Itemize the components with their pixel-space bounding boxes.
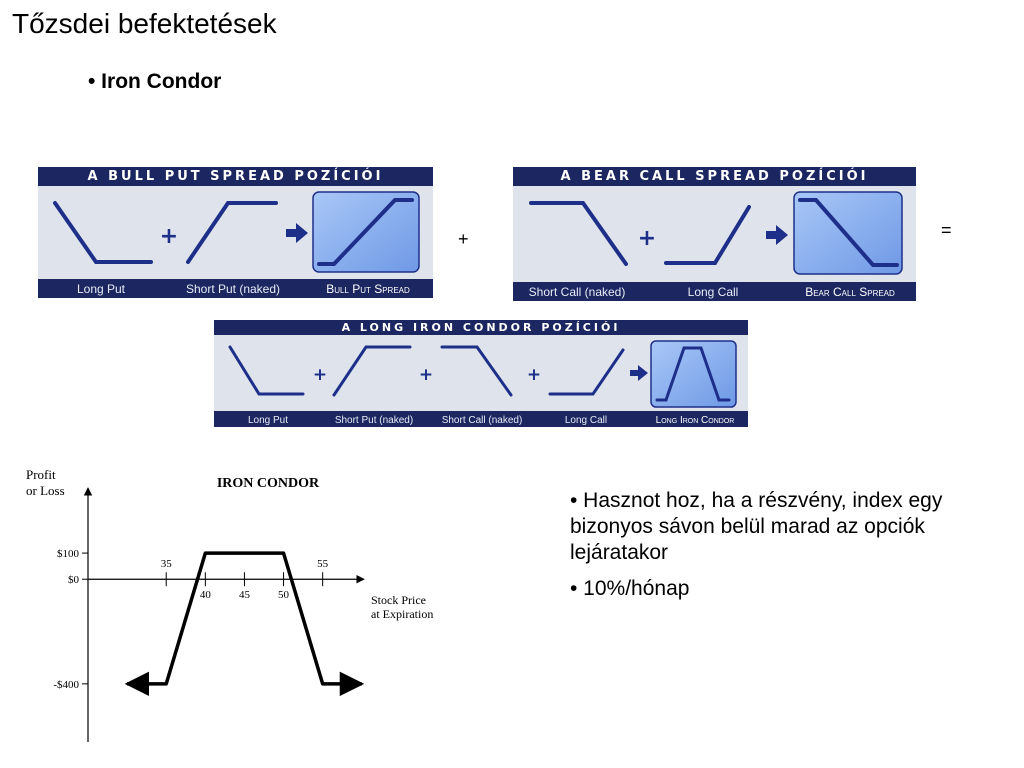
label-short-call-naked: Short Call (naked): [441, 415, 523, 426]
panel-header: A BEAR CALL SPREAD POZÍCIÓI: [513, 167, 916, 186]
arrow-right-icon: [286, 223, 308, 243]
slide-title: Tőzsdei befektetések: [12, 8, 277, 39]
bullet-item: • 10%/hónap: [570, 577, 690, 600]
svg-text:+: +: [637, 226, 657, 251]
bullet-item: • Hasznot hoz, ha a részvény, index egy bizonyos sávon belül marad az opciók lejáratakor: [570, 489, 943, 564]
x-axis-label-line-1: Stock Price: [371, 593, 426, 607]
y-tick-label: $0: [68, 574, 79, 587]
arrow-right-icon: [630, 365, 648, 381]
label-short-put-naked: Short Put (naked): [185, 282, 281, 296]
x-tick-label: 40: [199, 589, 211, 602]
chart-title: IRON CONDOR: [216, 476, 320, 491]
y-axis-label-line-1: Profit: [26, 467, 56, 482]
long-put-graph: [230, 347, 303, 394]
long-call-graph: [550, 350, 623, 394]
bear-call-spread-result: [794, 192, 902, 274]
long-call-graph: [666, 207, 749, 263]
bull-put-spread-panel: [38, 167, 433, 298]
x-axis-label-line-2: at Expiration: [371, 607, 434, 621]
short-call-graph: [531, 203, 626, 264]
label-long-put: Long Put: [76, 282, 126, 296]
slide-subtitle: • Iron Condor: [88, 70, 222, 93]
bear-call-spread-panel: [513, 167, 916, 301]
svg-text:+: +: [159, 224, 179, 249]
label-bull-put-spread: Bull Put Spread: [326, 282, 410, 296]
label-bear-call-spread: Bear Call Spread: [805, 285, 895, 299]
panel-header: A LONG IRON CONDOR POZÍCIÓI: [214, 320, 748, 335]
bullet-list: [570, 488, 990, 612]
label-short-call-naked: Short Call (naked): [528, 285, 626, 299]
bear-call-diagram: [513, 167, 916, 301]
long-put-graph: [55, 203, 151, 262]
label-long-put: Long Put: [247, 415, 289, 426]
x-tick-label: 55: [317, 558, 329, 571]
short-put-graph: [188, 203, 276, 262]
long-iron-condor-result: [651, 341, 736, 407]
iron-condor-payoff-chart: [0, 460, 460, 760]
short-put-graph: [334, 347, 410, 395]
plus-icon: +: [418, 365, 434, 385]
y-tick-label: $100: [57, 548, 79, 561]
x-tick-label: 35: [160, 558, 172, 571]
x-tick-label: 50: [278, 589, 290, 602]
plus-icon: +: [526, 365, 542, 385]
bull-put-spread-result: [313, 192, 419, 272]
short-call-graph: [442, 347, 511, 395]
y-axis-label-line-2: or Loss: [26, 483, 65, 498]
label-long-iron-condor: Long Iron Condor: [655, 415, 735, 426]
plus-icon: [638, 226, 656, 251]
label-short-put-naked: Short Put (naked): [334, 415, 414, 426]
panel-header: A BULL PUT SPREAD POZÍCIÓI: [38, 167, 433, 186]
plus-icon: +: [312, 365, 328, 385]
bull-put-diagram: [38, 167, 433, 298]
iron-condor-diagram: [214, 320, 748, 427]
plus-sign: +: [458, 229, 469, 249]
arrow-right-icon: [766, 225, 788, 245]
label-long-call: Long Call: [564, 415, 608, 426]
y-tick-label: -$400: [53, 678, 79, 691]
plus-icon: [160, 224, 178, 249]
equals-sign: =: [941, 220, 952, 240]
x-tick-label: 45: [238, 589, 250, 602]
long-iron-condor-panel: [214, 320, 748, 427]
label-long-call: Long Call: [687, 285, 739, 299]
